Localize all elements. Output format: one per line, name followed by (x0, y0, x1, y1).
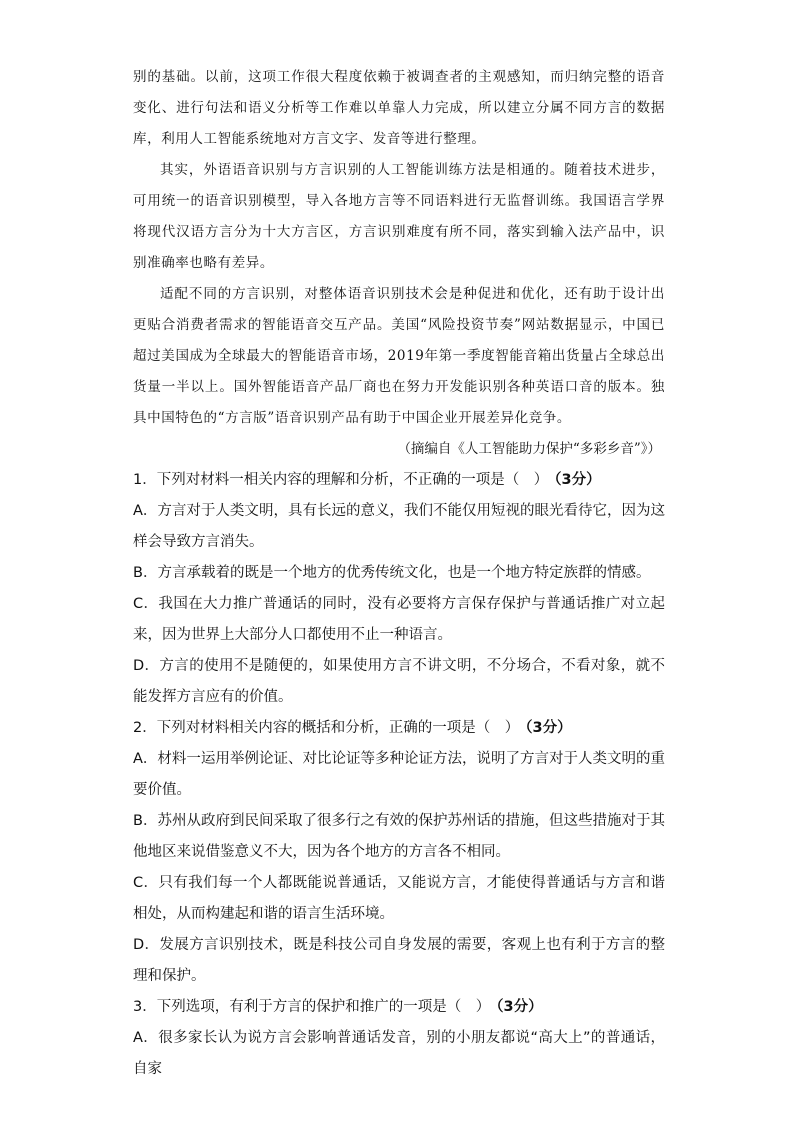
question-2 (133, 713, 665, 992)
material-paragraph-1: 别的基础。以前，这项工作很大程度依赖于被调查者的主观感知，而归纳完整的语音变化、进行句法和语义分析等工作难以单靠人力完成，所以建立分属不同方言的数据库，利用人工智能系统地对方言文字、发音等进行整理。 (133, 69, 665, 147)
material-paragraph-2: 其实，外语语音识别与方言识别的人工智能训练方法是相通的。随着技术进步，可用统一的语音识别模型，导入各地方言等不同语料进行无监督训练。我国语言学界将现代汉语方言分为十大方言区，方言识别难度有所不同，落实到输入法产品中，识别准确率也略有差异。 (133, 162, 665, 271)
question-1 (133, 465, 665, 713)
option-a: A．材料一运用举例论证、对比论证等多种论证方法，说明了方言对于人类文明的重要价值。 (133, 751, 665, 798)
question-score: （3分） (554, 472, 601, 488)
question-text: 3．下列选项，有利于方言的保护和推广的一项是（ ） (133, 999, 491, 1015)
question-stem (133, 992, 665, 1023)
option-a: A．方言对于人类文明，具有长远的意义，我们不能仅用短视的眼光看待它，因为这样会导致方言消失。 (133, 503, 665, 550)
option-b: B．方言承载着的既是一个地方的优秀传统文化，也是一个地方特定族群的情感。 (133, 565, 651, 581)
material-source: （摘编自《人工智能助力保护“多彩乡音”》） (397, 441, 661, 457)
question-score: （3分） (496, 999, 543, 1015)
question-3 (133, 992, 665, 1085)
question-text: 1．下列对材料一相关内容的理解和分析，不正确的一项是（ ） (133, 472, 549, 488)
document-content (133, 62, 665, 1085)
question-stem (133, 465, 665, 496)
option-d: D．方言的使用不是随便的，如果使用方言不讲文明，不分场合，不看对象，就不能发挥方言应有的价值。 (133, 658, 665, 705)
option-c: C．我国在大力推广普通话的同时，没有必要将方言保存保护与普通话推广对立起来，因为世界上大部分人口都使用不止一种语言。 (133, 596, 665, 643)
question-stem (133, 713, 665, 744)
option-c: C．只有我们每一个人都既能说普通话，又能说方言，才能使得普通话与方言和谐相处，从而构建起和谐的语言生活环境。 (133, 875, 665, 922)
question-text: 2．下列对材料相关内容的概括和分析，正确的一项是（ ） (133, 720, 520, 736)
option-a: A．很多家长认为说方言会影响普通话发音，别的小朋友都说“高大上”的普通话，自家 (133, 1030, 665, 1077)
material-paragraph-3: 适配不同的方言识别，对整体语音识别技术会是种促进和优化，还有助于设计出更贴合消费者需求的智能语音交互产品。美国“风险投资节奏”网站数据显示，中国已超过美国成为全球最大的智能语音市场，2019年第一季度智能音箱出货量占全球总出货量一半以上。国外智能语音产品厂商也在努力开发能识别各种英语口音的版本。独具中国特色的“方言版”语音识别产品有助于中国企业开展差异化竞争。 (133, 286, 665, 426)
option-b: B．苏州从政府到民间采取了很多行之有效的保护苏州话的措施，但这些措施对于其他地区来说借鉴意义不大，因为各个地方的方言各不相同。 (133, 813, 665, 860)
question-score: （3分） (525, 720, 572, 736)
option-d: D．发展方言识别技术，既是科技公司自身发展的需要，客观上也有利于方言的整理和保护。 (133, 937, 665, 984)
reading-material (133, 62, 665, 465)
